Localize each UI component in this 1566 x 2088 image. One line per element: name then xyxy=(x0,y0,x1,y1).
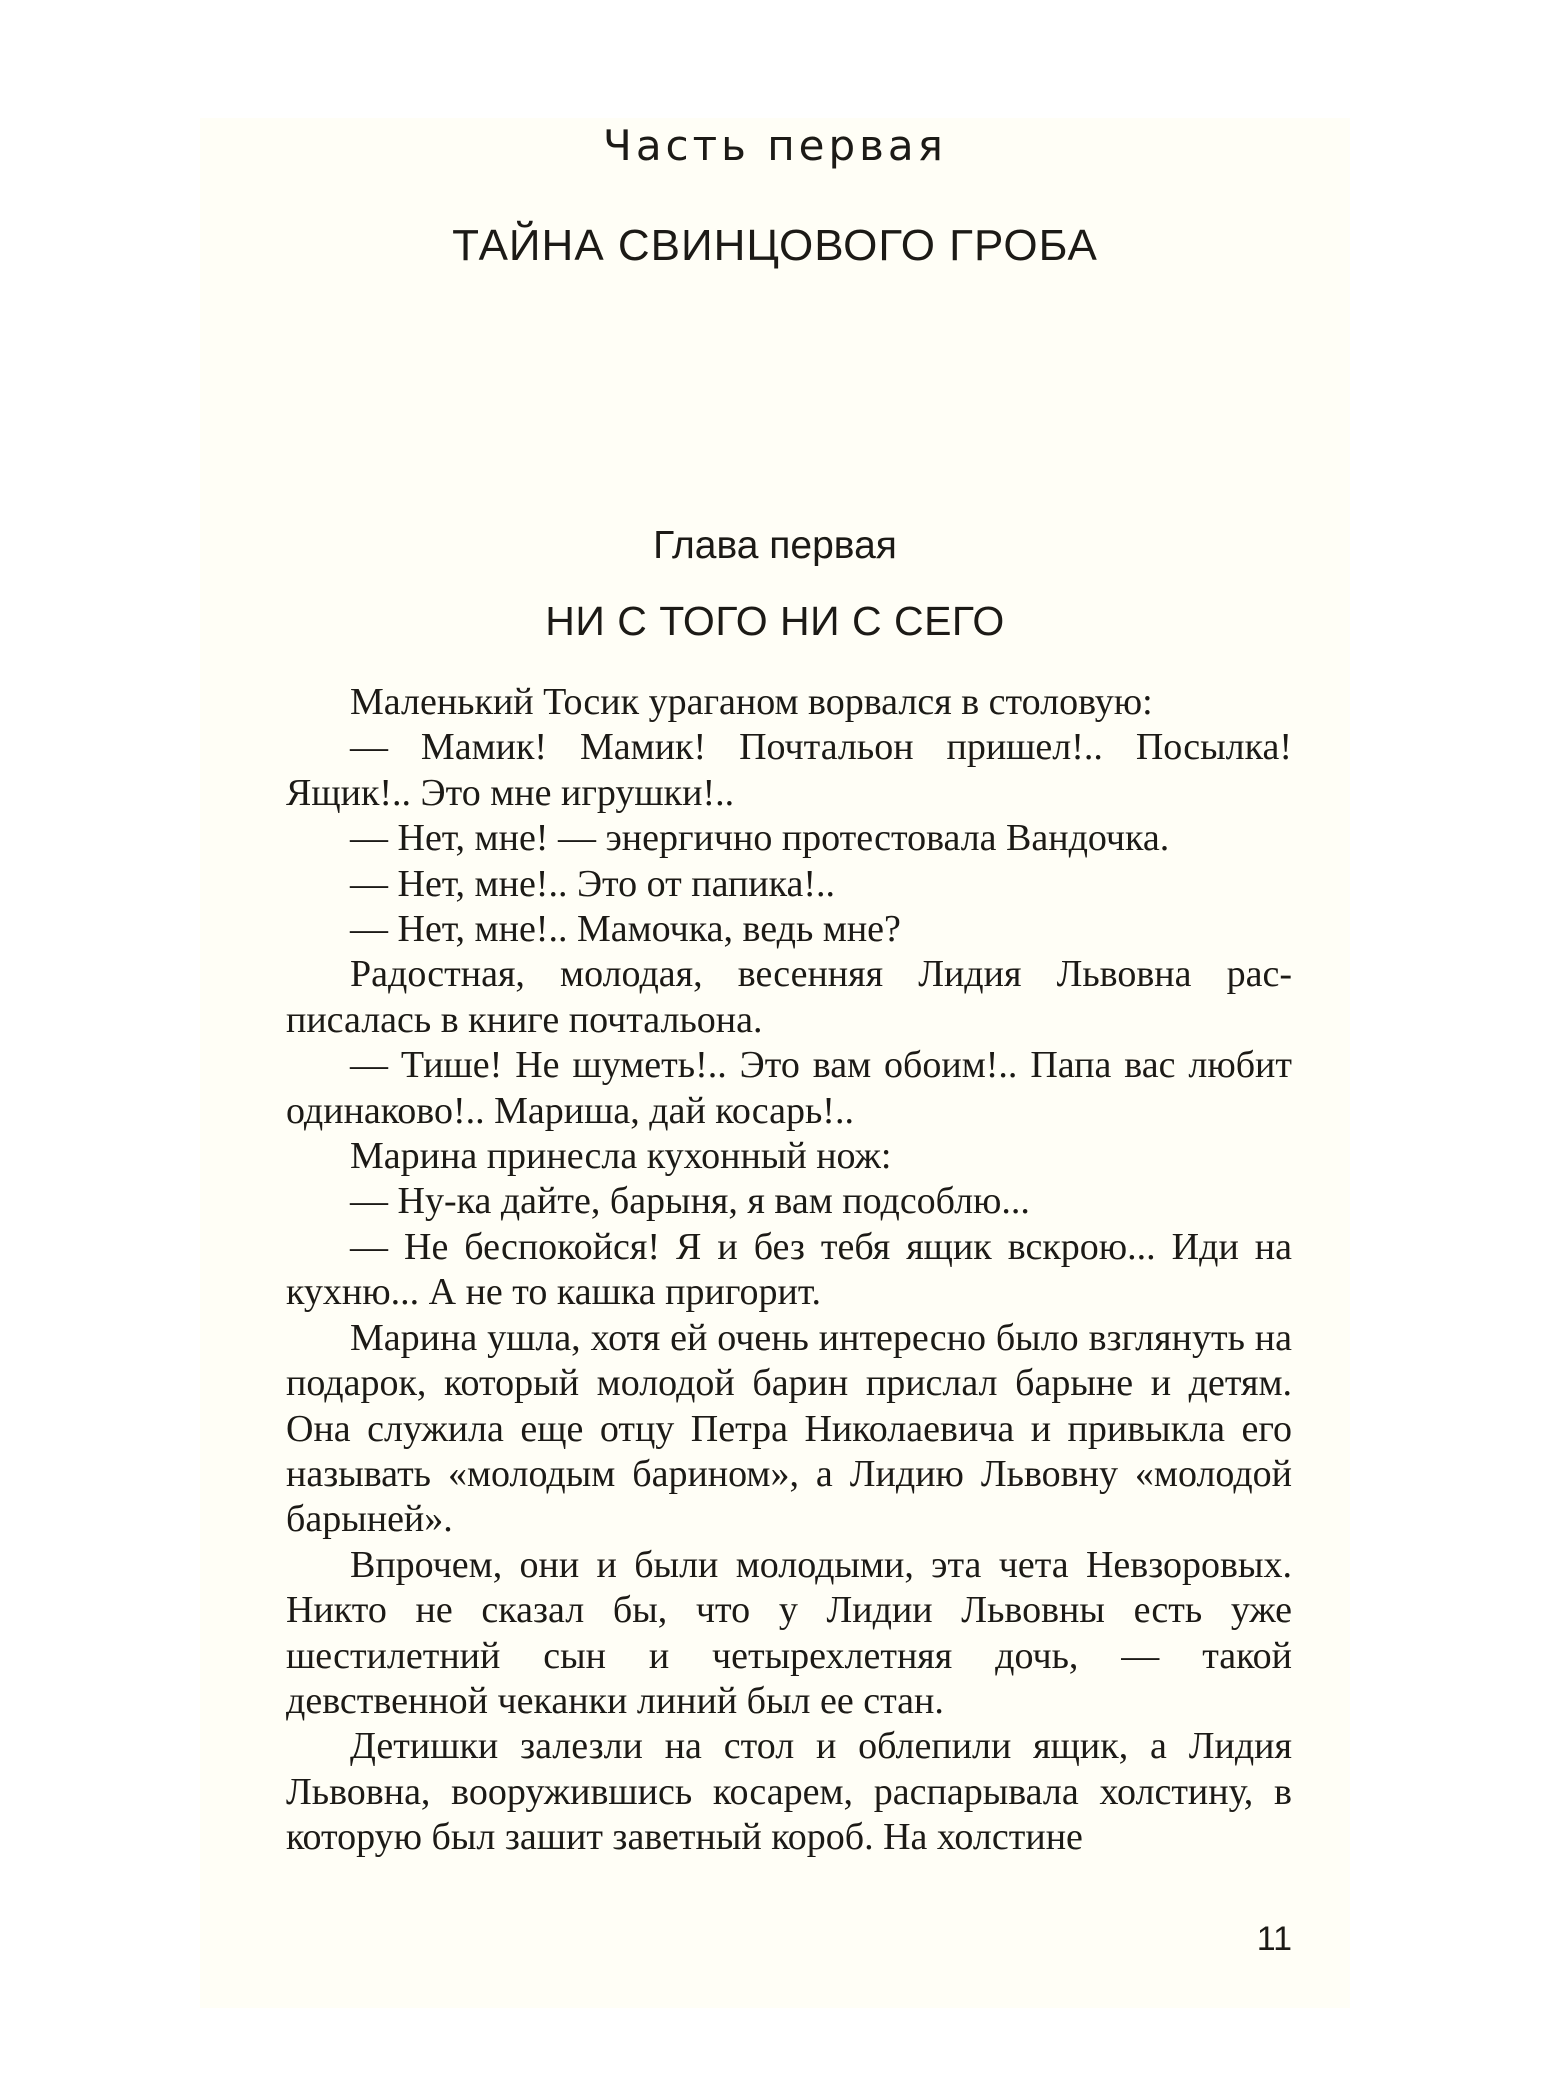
paragraph: — Ну-ка дайте, барыня, я вам подсоблю... xyxy=(350,1180,1030,1223)
paragraph: Маленький Тосик ураганом ворвался в столовую: xyxy=(350,681,1153,723)
paragraph: — Нет, мне! — энергично протестовала Вандочка. xyxy=(350,817,1170,860)
part-label: Часть первая xyxy=(603,121,947,170)
chapter-label: Глава первая xyxy=(653,524,897,567)
paragraph: — Не беспокойся! Я и без тебя ящик вскрою... Иди на кухню... А не то кашка пригорит. xyxy=(286,1225,1292,1314)
paragraph: Марина принесла кухонный нож: xyxy=(350,1135,892,1178)
paragraph: Марина ушла, хотя ей очень интересно было взглянуть на подарок, который молодой барин прислал барыне и детям. Она служила еще отцу Петра Николаевича и привыкла его называть «молодым барином», а Лидию Львовну «молодой барыней». xyxy=(286,1316,1292,1541)
paragraph: — Тише! Не шуметь!.. Это вам обоим!.. Папа вас любит одинаково!.. Мариша, дай косарь!.. xyxy=(286,1044,1292,1132)
paragraph: — Мамик! Мамик! Почтальон пришел!.. Посылка! Ящик!.. Это мне игрушки!.. xyxy=(286,726,1292,814)
paragraph: Радостная, молодая, весенняя Лидия Львовна расписалась в книге почтальона. xyxy=(286,953,1292,1041)
paragraph: — Нет, мне!.. Это от папика!.. xyxy=(350,862,836,905)
paragraph: Впрочем, они и были молодыми, эта чета Невзоровых. Никто не сказал бы, что у Лидии Львовны есть уже шестилетний сын и четырехлетняя дочь, — такой девственной чеканки линий был ее стан. xyxy=(286,1543,1292,1722)
page-number: 11 xyxy=(1256,1920,1292,1958)
paragraph: — Нет, мне!.. Мамочка, ведь мне? xyxy=(350,908,901,951)
part-title: ТАЙНА СВИНЦОВОГО ГРОБА xyxy=(452,221,1098,270)
chapter-body xyxy=(286,680,1292,1861)
book-page xyxy=(200,118,1350,2008)
paragraph: Детишки залезли на стол и облепили ящик, а Лидия Львовна, вооружившись косарем, распарывала холстину, в которую был зашит заветный короб. На холстине xyxy=(286,1725,1292,1859)
chapter-title: НИ С ТОГО НИ С СЕГО xyxy=(545,598,1005,644)
